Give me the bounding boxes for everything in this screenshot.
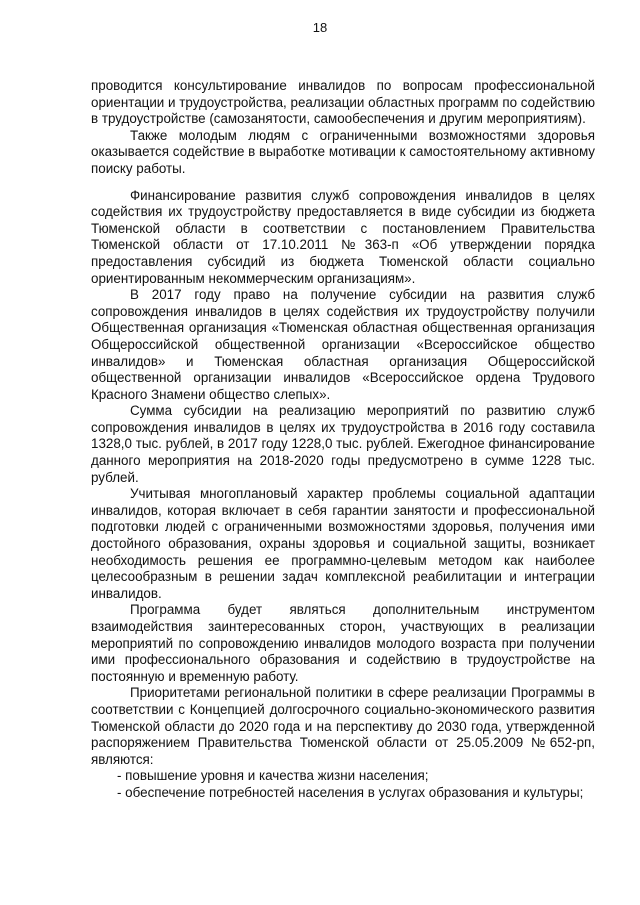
list-item-quality-of-life: - повышение уровня и качества жизни населения; [117, 768, 429, 784]
list-item-education-culture: - обеспечение потребностей населения в услугах образования и культуры; [117, 784, 584, 800]
paragraph-youth-motivation: Также молодым людям с ограниченными возможностями здоровья оказывается содействие в выработке мотивации к самостоятельному активному поиску работы. [91, 127, 595, 176]
paragraph-subsidy-amounts: Сумма субсидии на реализацию мероприятий по развитию служб сопровождения инвалидов в целях их трудоустройства в 2016 году составила 1328,0 тыс. рублей, в 2017 году 1228,0 тыс. рублей. Ежегодное финансирование данного мероприятия на 2018-2020 годы предусмотрено в сумме 1228 тыс. рублей. [91, 403, 595, 485]
paragraph-social-adaptation: Учитывая многоплановый характер проблемы социальной адаптации инвалидов, которая включает в себя гарантии занятости и профессиональной подготовки людей с ограниченными возможностями здоровья, получения ими достойного образования, охраны здоровья и социальной защиты, возникает необходимость решения ее программно-целевым методом как наиболее целесообразным в решении задач комплексной реабилитации и интеграции инвалидов. [91, 486, 595, 601]
paragraph-consulting: проводится консультирование инвалидов по вопросам профессиональной ориентации и трудоустройства, реализации областных программ по содействию в трудоустройстве (самозанятости, самообеспечения и другим мероприятиям). [91, 78, 595, 127]
page-number: 18 [312, 20, 328, 35]
paragraph-regional-priorities: Приоритетами региональной политики в сфере реализации Программы в соответствии с Концепцией долгосрочного социально-экономического развития Тюменской области до 2020 года и на перспективу до 2030 года, утвержденной распоряжением Правительства Тюменской области от 25.05.2009 №652-рп, являются: [91, 685, 595, 767]
paragraph-2017-subsidy-recipients: В 2017 году право на получение субсидии на развития служб сопровождения инвалидов в целях содействия их трудоустройству получили Общественная организация «Тюменская областная общественная организация Общероссийской общественной организации «Всероссийское общество инвалидов» и Тюменская областная организация Общероссийской общественной организации инвалидов «Всероссийское ордена Трудового Красного Знамени общество слепых». [91, 287, 595, 402]
document-body [91, 78, 595, 802]
paragraph-financing: Финансирование развития служб сопровождения инвалидов в целях содействия их трудоустройству предоставляется в виде субсидии из бюджета Тюменской области в соответствии с постановлением Правительства Тюменской области от 17.10.2011 №363-п «Об утверждении порядка предоставления субсидий из бюджета Тюменской области социально ориентированным некоммерческим организациям». [91, 187, 595, 286]
paragraph-program-role: Программа будет являться дополнительным инструментом взаимодействия заинтересованных сторон, участвующих в реализации мероприятий по сопровождению инвалидов молодого возраста при получении ими профессионального образования и содействию в трудоустройстве на постоянную и временную работу. [91, 602, 595, 684]
